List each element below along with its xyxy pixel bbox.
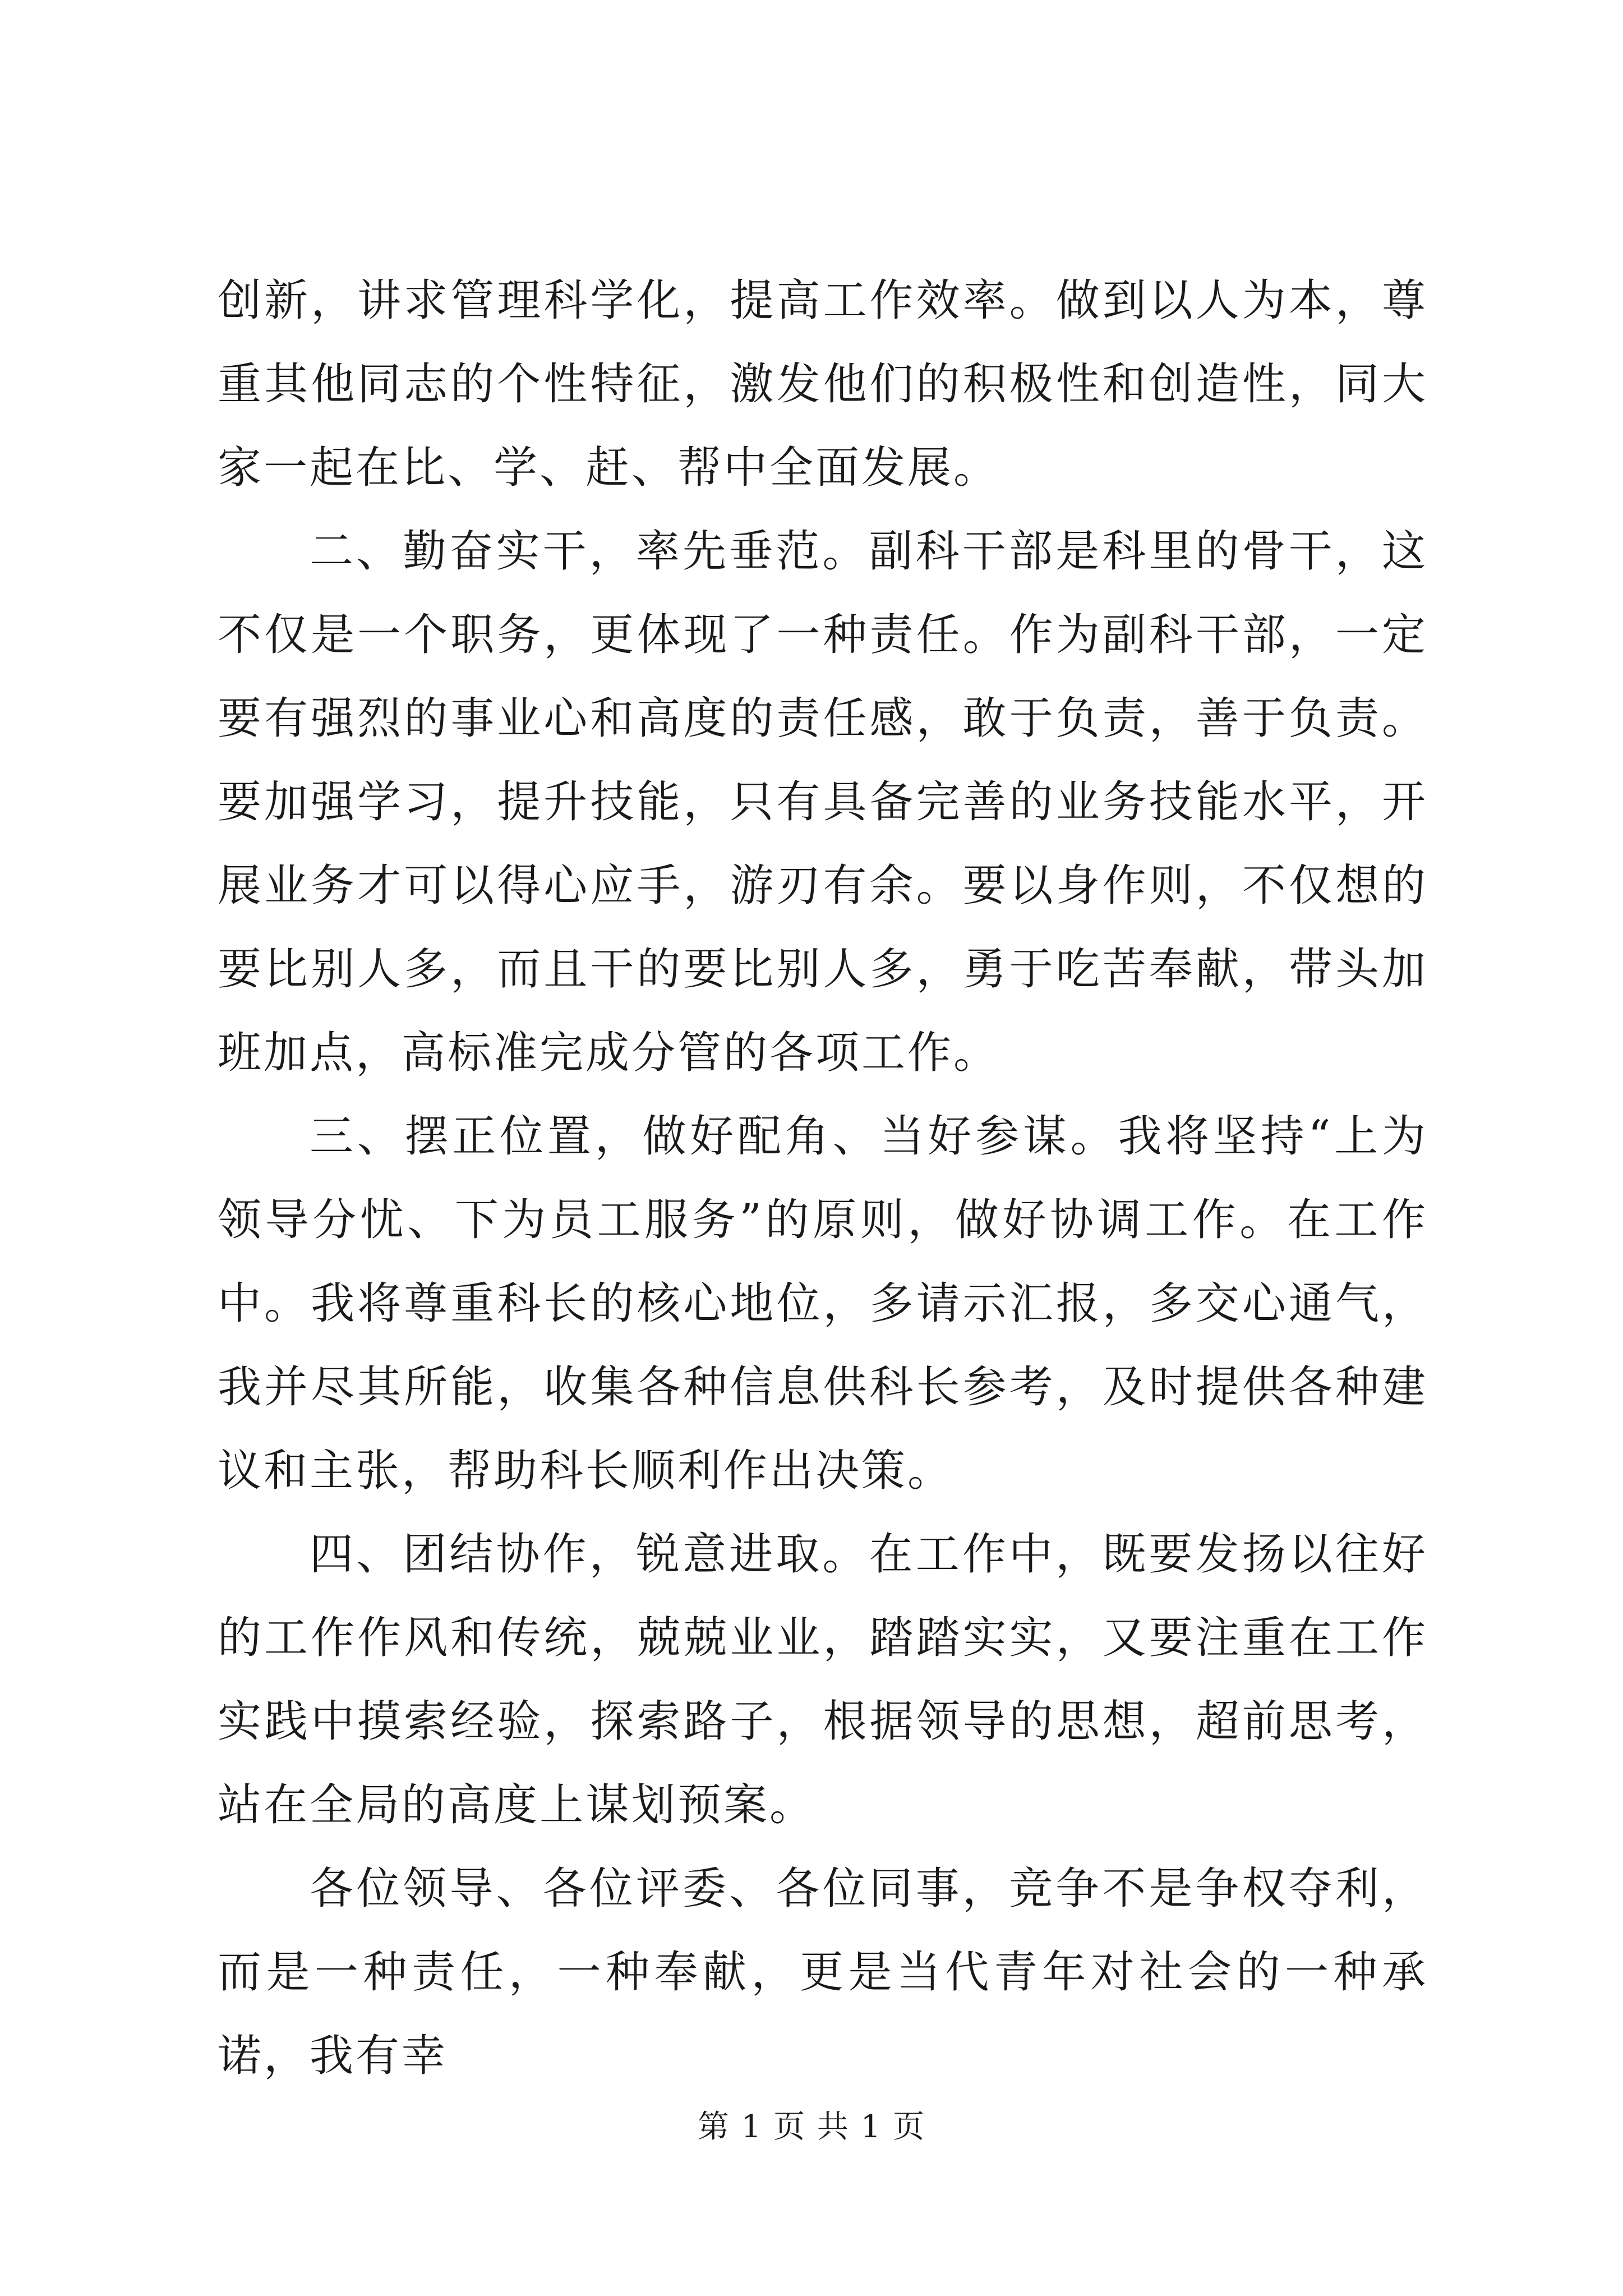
paragraph-2: 二、勤奋实干，率先垂范。副科干部是科里的骨干，这不仅是一个职务，更体现了一种责任。作为副科干部，一定要有强烈的事业心和高度的责任感，敢于负责，善于负责。要加强学习，提升技能，只有具备完善的业务技能水平，开展业务才可以得心应手，游刃有余。要以身作则，不仅想的要比别人多，而且干的要比别人多，勇于吃苦奉献，带头加班加点，高标准完成分管的各项工作。	[218, 526, 1428, 1078]
document-body	[218, 259, 1428, 2098]
page-footer: 第 1 页 共 1 页	[697, 2109, 926, 2145]
paragraph-5: 各位领导、各位评委、各位同事，竞争不是争权夺利，而是一种责任，一种奉献，更是当代青年对社会的一种承诺，我有幸	[218, 1864, 1428, 2081]
paragraph-1: 创新，讲求管理科学化，提高工作效率。做到以人为本，尊重其他同志的个性特征，激发他们的积极性和创造性，同大家一起在比、学、赶、帮中全面发展。	[218, 275, 1428, 493]
paragraph-4: 四、团结协作，锐意进取。在工作中，既要发扬以往好的工作作风和传统，兢兢业业，踏踏实实，又要注重在工作实践中摸索经验，探索路子，根据领导的思想，超前思考，站在全局的高度上谋划预案。	[218, 1529, 1428, 1830]
paragraph-3: 三、摆正位置，做好配角、当好参谋。我将坚持“上为领导分忧、下为员工服务”的原则，做好协调工作。在工作中。我将尊重科长的核心地位，多请示汇报，多交心通气，我并尽其所能，收集各种信息供科长参考，及时提供各种建议和主张，帮助科长顺利作出决策。	[218, 1111, 1428, 1496]
